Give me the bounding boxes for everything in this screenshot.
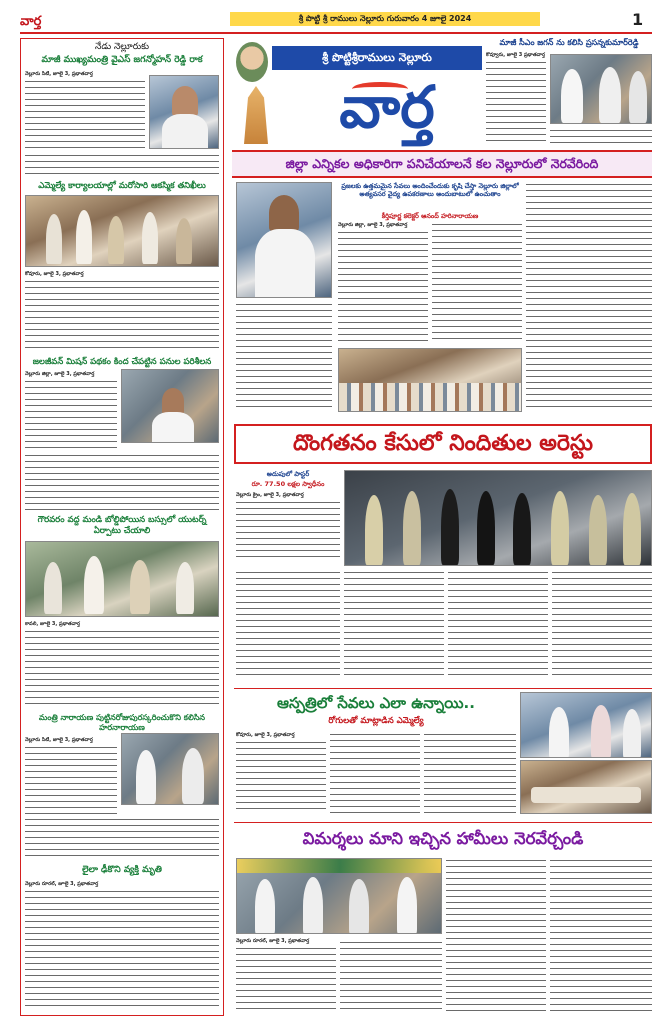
main-byline: కీర్తిపూర్ణ కలెక్టర్ ఆనంద్ హరినారాయణ [381,212,479,220]
main-headline-bar [232,150,652,178]
main-dateline: నెల్లూరు జిల్లా, జూలై 3, ప్రభాతవార్త [338,222,408,228]
jaljeevan-photo [121,369,219,443]
date-line: శ్రీ పొట్టి శ్రీ రాములు నెల్లూరు గురువారం 4 జూలై 2024 [230,12,540,26]
story1-body-2 [25,153,219,177]
logo-text: వార్త [339,73,435,141]
arrest-headline: దొంగతనం కేసులో నిందితుల అరెస్టు [292,431,594,456]
arrest-body-left [236,500,340,560]
narayana-photo [121,733,219,805]
promise-body-1 [236,946,336,1012]
brand-small: వార్త [20,14,42,29]
main-subhead: ప్రజలకు ఉత్తమమైన సేవలు అందించేందుకు కృషి చేస్తా నెల్లూరు జిల్లాలో అత్యవసర వైద్య ఉపకరణాలు అందుబాటులో ఉంచుతాం [341,182,519,198]
arrest-body-4 [552,570,652,680]
story4-body [25,629,219,707]
story6-headline: లైలా ఢీకొని వ్యక్తి మృతి [82,865,162,875]
top-right-body-2 [550,128,652,146]
main-body-left [236,302,332,412]
top-right-body [486,60,546,144]
logo-swoosh-icon [352,82,408,96]
gouravaram-photo [25,541,219,617]
masthead [232,38,482,148]
story3-dateline: నెల్లూరు జిల్లా, జూలై 3, ప్రభాతవార్త [25,371,95,377]
promise-body-2 [340,940,442,1012]
left-column [20,38,224,1016]
jagan-photo [149,75,219,149]
hospital-body-1 [236,740,326,814]
story6-body [25,889,219,1009]
story1-body [25,79,145,151]
story1-headline: మాజీ ముఖ్యమంత్రి వైఎస్ జగన్మోహన్ రెడ్డి రాక [41,55,203,65]
main-body-col3 [526,182,652,412]
inspection-photo [25,195,219,267]
promise-dateline: నెల్లూరు రూరల్, జూలై 3, ప్రభాతవార్త [236,938,310,944]
top-rule [20,32,652,34]
promise-body-4 [550,858,652,1012]
arrest-amount: రూ. 77.50 లక్షల స్వాధీనం [251,480,325,488]
story2-body [25,279,219,353]
arrest-body-3 [448,570,548,680]
temple-illustration [236,86,276,144]
story4-headline: గౌరవరం వద్ద మండి బోల్డిపోయిన బస్సులో యుటర్న్ ఏర్పాటు చేయాలి [37,515,207,536]
story3-body-2 [25,453,219,511]
top-right-headline: మాజీ సీఎం జగన్ ను కలిసి ప్రసన్నకుమార్‌రెడ్డి [499,38,639,47]
collector-group-photo [338,348,522,412]
promise-body-3 [446,858,546,1012]
hospital-body-3 [424,732,516,814]
top-right-story [486,38,652,148]
arrest-body-1 [236,570,340,680]
arrest-subhead: అదుపులో పాస్టర్ [266,470,310,478]
hospital-subhead: రోగులతో మాట్లాడిన ఎమ్మెల్యే [328,716,424,726]
story5-dateline: నెల్లూరు సిటీ, జూలై 3, ప్రభాతవార్త [25,737,93,743]
story5-body [25,745,117,815]
story5-headline: మంత్రి నారాయణ పుట్టినరోజుపురస్కరించుకొని కలిసిన హరనారాయణ [38,713,206,732]
section-label: నేడు నెల్లూరుకు [95,42,149,52]
hospital-dateline: కోవూరు, జూలై 3, ప్రభాతవార్త [236,732,295,738]
hospital-body-2 [330,732,420,814]
hospital-rule [234,688,652,689]
promise-rule [234,822,652,823]
page-number: 1 [632,10,644,29]
hospital-photo-2 [520,760,652,814]
arrest-headline-box [234,424,652,464]
story1-dateline: నెల్లూరు సిటీ, జూలై 3, ప్రభాతవార్త [25,71,93,77]
arrest-photo [344,470,652,566]
main-headline: జిల్లా ఎన్నికల అధికారిగా పనిచేయాలనే కల నెల్లూరులో నెరవేరింది [285,156,599,171]
story2-headline: ఎమ్మెల్యే కార్యాలయాల్లో మరోసారి ఆకస్మిక తనిఖీలు [38,181,206,191]
main-body-col1 [338,230,428,344]
top-right-dateline: కొవ్వూరు, జూలై 3 ప్రభాతవార్త [486,52,545,58]
story3-headline: జలజీవన్ మిషన్ పథకం కింద చేపట్టిన పనుల పరిశీలన [32,357,212,367]
promise-headline: విమర్శలు మాని ఇచ్చిన హామీలు నెరవేర్చండి [302,829,584,848]
story2-dateline: కోవూరు, జూలై 3, ప్రభాతవార్త [25,271,84,277]
collector-photo [236,182,332,298]
edition-title: శ్రీ పొట్టిశ్రీరాములు నెల్లూరు [272,46,482,70]
arrest-body-2 [344,570,444,680]
hospital-photo-1 [520,692,652,758]
hospital-headline: ఆస్పత్రిలో సేవలు ఎలా ఉన్నాయి.. [277,694,475,712]
promise-photo [236,858,442,934]
jagan-meeting-photo [550,54,652,124]
story4-dateline: కావలి, జూలై 3, ప్రభాతవార్త [25,621,81,627]
story5-body-2 [25,817,219,861]
main-body-col2 [432,222,522,344]
masthead-portrait [236,42,268,82]
story6-dateline: నెల్లూరు రూరల్, జూలై 3, ప్రభాతవార్త [25,881,99,887]
story3-body [25,379,117,451]
arrest-dateline: నెల్లూరు క్రైం, జూలై 3, ప్రభాతవార్త [236,492,304,498]
